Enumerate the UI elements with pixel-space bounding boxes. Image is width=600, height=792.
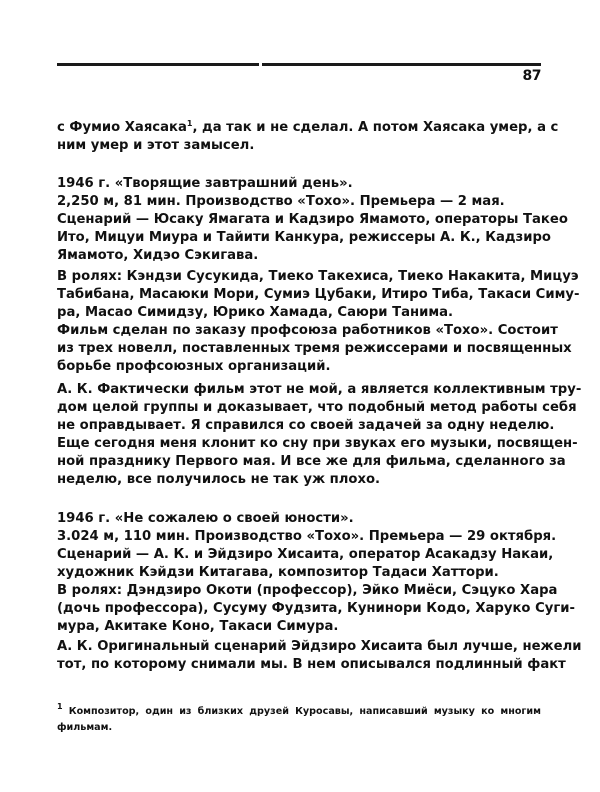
film1-description-line: Фильм сделан по заказу профсоюза работников «Тохо». Состоит xyxy=(57,323,558,338)
intro-text: с Фумио Хаясака xyxy=(57,120,187,135)
film1-comment-line: дом целой группы и доказывает, что подобный метод работы себя xyxy=(57,400,577,415)
page-number: 87 xyxy=(522,68,541,84)
film2-comment-line xyxy=(57,638,582,656)
film1-comment-line: ной празднику Первого мая. И все же для фильма, сделанного за xyxy=(57,454,566,469)
film1-cast-line: ра, Масао Симидзу, Юрико Хамада, Саюри Танима. xyxy=(57,305,454,320)
film2-credits-line: Сценарий — А. К. и Эйдзиро Хисаита, оператор Асакадзу Накаи, xyxy=(57,547,554,562)
footnote-line-2: фильмам. xyxy=(57,722,113,733)
comment-text: Оригинальный сценарий Эйдзиро Хисаита был лучше, нежели xyxy=(92,639,582,654)
film1-credits-line: Ито, Мицуи Миура и Тайити Канкура, режиссеры А. К., Кадзиро xyxy=(57,230,551,245)
film1-cast-line: В ролях: Кэндзи Сусукида, Тиеко Такехиса, Тиеко Накакита, Мицуэ xyxy=(57,269,579,284)
film2-cast-line: (дочь профессора), Сусуму Фудзита, Кунинори Кодо, Харуко Суги- xyxy=(57,601,575,616)
film1-comment-line: Еще сегодня меня клонит ко сну при звуках его музыки, посвящен- xyxy=(57,436,578,451)
film1-description-line: из трех новелл, поставленных тремя режиссерами и посвященных xyxy=(57,341,572,356)
intro-line-1 xyxy=(57,119,559,137)
film2-title: 1946 г. «Не сожалею о своей юности». xyxy=(57,511,354,526)
intro-line-2: ним умер и этот замысел. xyxy=(57,138,255,153)
header-rule-left xyxy=(57,63,259,66)
film1-comment-line xyxy=(57,381,582,399)
footnote-text: Композитор, один из близких друзей Куросавы, написавший музыку ко многим xyxy=(62,706,541,717)
film1-credits-line: Сценарий — Юсаку Ямагата и Кадзиро Ямамото, операторы Такео xyxy=(57,212,568,227)
intro-text: , да так и не сделал. А потом Хаясака умер, а с xyxy=(192,120,559,135)
header-rule-right xyxy=(262,63,541,66)
film1-cast-line: Табибана, Масаюки Мори, Сумиэ Цубаки, Итиро Тиба, Такаси Симу- xyxy=(57,287,580,302)
film1-credits-line: 2,250 м, 81 мин. Производство «Тохо». Премьера — 2 мая. xyxy=(57,194,505,209)
film2-credits-line: 3.024 м, 110 мин. Производство «Тохо». Премьера — 29 октября. xyxy=(57,529,557,544)
film2-cast-line: мура, Акитаке Коно, Такаси Симура. xyxy=(57,619,339,634)
film1-description-line: борьбе профсоюзных организаций. xyxy=(57,359,331,374)
film2-credits-line: художник Кэйдзи Китагава, композитор Тадаси Хаттори. xyxy=(57,565,499,580)
comment-text: Фактически фильм этот не мой, а является коллективным тру- xyxy=(92,382,582,397)
footnote-reference: 1 xyxy=(186,119,193,128)
film1-comment-line: не оправдывает. Я справился со своей задачей за одну неделю. xyxy=(57,418,555,433)
footnote-mark: 1 xyxy=(57,702,63,711)
comment-author: А. К. xyxy=(57,639,93,654)
film2-comment-line: тот, по которому снимали мы. В нем описывался подлинный факт xyxy=(57,657,566,672)
film2-cast-line: В ролях: Дэндзиро Окоти (профессор), Эйко Миёси, Сэцуко Хара xyxy=(57,583,558,598)
film1-comment-line: неделю, все получилось не так уж плохо. xyxy=(57,472,381,487)
comment-author: А. К. xyxy=(57,382,93,397)
film1-credits-line: Ямамото, Хидэо Сэкигава. xyxy=(57,248,259,263)
footnote-line-1 xyxy=(57,704,541,720)
film1-title: 1946 г. «Творящие завтрашний день». xyxy=(57,176,353,191)
